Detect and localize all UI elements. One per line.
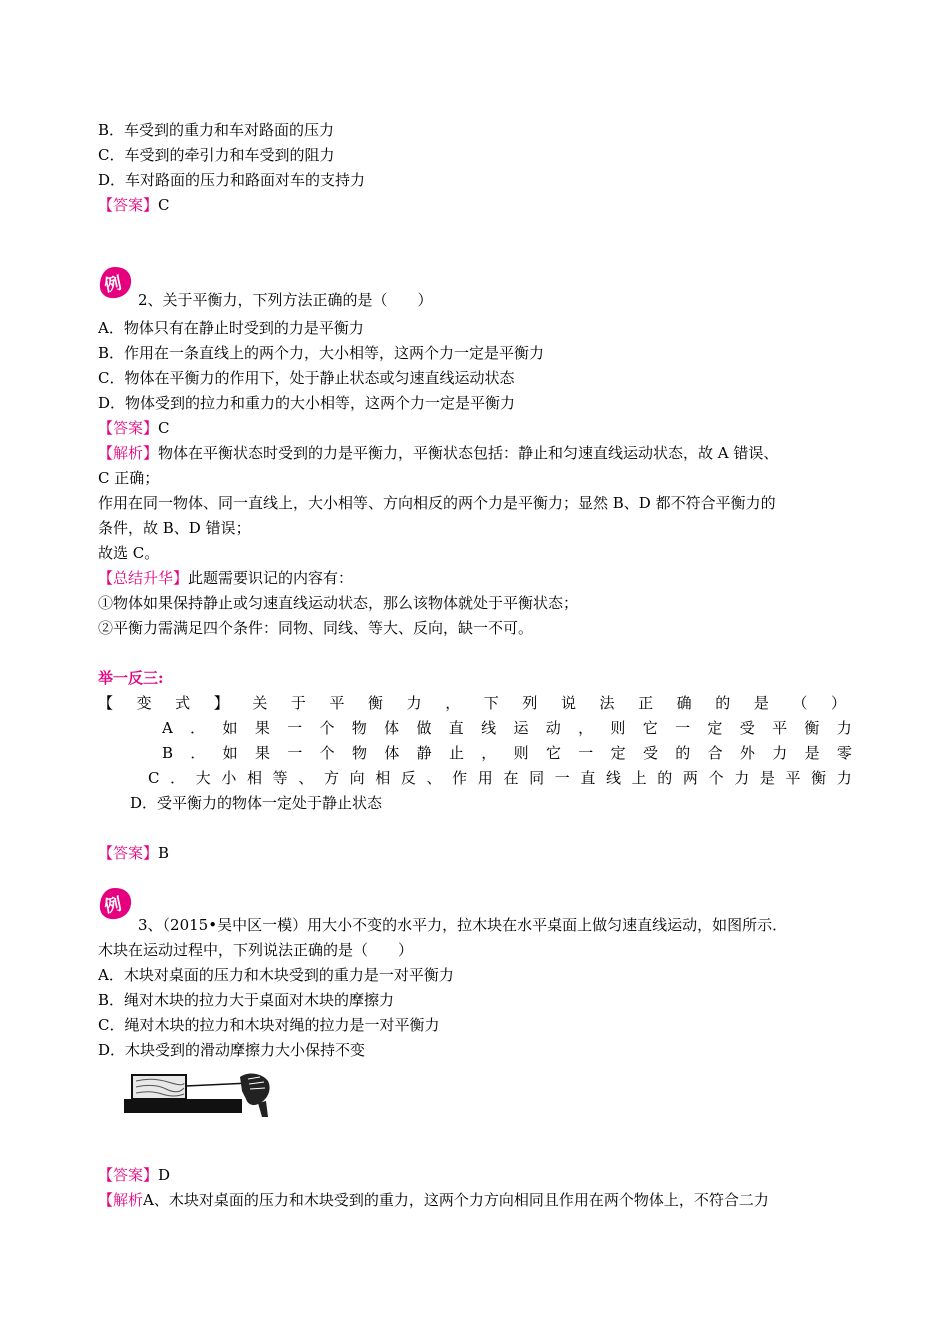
example-badge-icon <box>97 886 133 922</box>
spread-char: 定 <box>707 719 723 737</box>
spread-char: 一 <box>578 744 594 762</box>
q3-option-c: C．绳对木块的拉力和木块对绳的拉力是一对平衡力 <box>98 1016 440 1034</box>
spread-char: 物 <box>351 719 367 737</box>
spread-char: 个 <box>319 719 335 737</box>
spread-char: 做 <box>416 719 432 737</box>
spread-char: 衡 <box>804 719 820 737</box>
analysis-text: A、木块对桌面的压力和木块受到的重力，这两个力方向相同且作用在两个物体上，不符合二力 <box>143 1191 769 1209</box>
spread-char: 作 <box>452 769 468 787</box>
spread-char: 线 <box>481 719 497 737</box>
spread-char: 衡 <box>811 769 827 787</box>
spread-char: 物 <box>351 744 367 762</box>
spread-char: 定 <box>610 744 626 762</box>
spread-char: 】 <box>213 694 229 712</box>
spread-char: 变 <box>136 694 152 712</box>
spread-char: 【 <box>98 694 114 712</box>
answer-value: C <box>158 196 170 214</box>
q1-answer <box>98 195 170 215</box>
q3-option-b: B．绳对木块的拉力大于桌面对木块的摩擦力 <box>98 991 395 1009</box>
q3-stem-line-2: 木块在运动过程中，下列说法正确的是（ ） <box>98 941 414 959</box>
q2-option-a: A．物体只有在静止时受到的力是平衡力 <box>98 319 364 337</box>
spread-char: 止 <box>448 744 464 762</box>
spread-char: B <box>162 744 174 762</box>
example-badge-icon <box>97 265 133 301</box>
q3-stem-line-1: 3、（2015•吴中区一模）用大小不变的水平力，拉木块在水平桌面上做匀速直线运动，如图所示． <box>138 916 788 934</box>
spread-char: 反 <box>400 769 416 787</box>
spread-char: 相 <box>375 769 391 787</box>
spread-char: 力 <box>772 744 788 762</box>
spread-char: 受 <box>739 719 755 737</box>
spread-char: 一 <box>287 719 303 737</box>
example-badge-label: 例 <box>102 273 124 297</box>
spread-char: 正 <box>638 694 654 712</box>
q3-option-d: D．木块受到的滑动摩擦力大小保持不变 <box>98 1041 366 1059</box>
q2-summary-line-1: ①物体如果保持静止或匀速直线运动状态，那么该物体就处于平衡状态； <box>98 594 579 612</box>
q2-analysis-line-1 <box>98 443 778 463</box>
spread-char: 小 <box>221 769 237 787</box>
spread-char: 在 <box>503 769 519 787</box>
spread-char: 直 <box>448 719 464 737</box>
q1-option-c: C．车受到的牵引力和车受到的阻力 <box>98 146 335 164</box>
spread-char: 它 <box>642 719 658 737</box>
spread-char: 体 <box>384 744 400 762</box>
spread-char: 平 <box>785 769 801 787</box>
spread-char: 如 <box>222 719 238 737</box>
spread-char: 线 <box>606 769 622 787</box>
variant-option-d: D．受平衡力的物体一定处于静止状态 <box>130 794 383 812</box>
q2-option-c: C．物体在平衡力的作用下，处于静止状态或匀速直线运动状态 <box>98 369 515 387</box>
spread-char: 用 <box>477 769 493 787</box>
spread-char: ） <box>830 694 846 712</box>
spread-char: 个 <box>319 744 335 762</box>
spread-char: 、 <box>298 769 314 787</box>
spread-char: C <box>148 769 160 787</box>
spread-char: 果 <box>255 744 271 762</box>
spread-char: 式 <box>175 694 191 712</box>
q2-analysis-line-3: 作用在同一物体、同一直线上，大小相等、方向相反的两个力是平衡力；显然 B、D 都不符合平衡力的 <box>98 494 776 512</box>
spread-char: 于 <box>290 694 306 712</box>
spread-char: 一 <box>675 719 691 737</box>
answer-tag: 【答案】 <box>98 419 159 437</box>
analysis-tag: 【解析】 <box>98 444 159 462</box>
spread-char: 上 <box>631 769 647 787</box>
variant-option-c <box>148 768 852 788</box>
spread-char: 关 <box>252 694 268 712</box>
analysis-tag: 【解析 <box>98 1191 144 1209</box>
spread-char: 是 <box>804 744 820 762</box>
q3-analysis <box>98 1190 769 1210</box>
spread-char: 直 <box>580 769 596 787</box>
spread-char: 力 <box>836 719 852 737</box>
q1-option-b: B．车受到的重力和车对路面的压力 <box>98 121 335 139</box>
variant-option-a <box>162 718 852 738</box>
spread-char: 一 <box>554 769 570 787</box>
spread-char: 列 <box>522 694 538 712</box>
q2-stem: 2、关于平衡力，下列方法正确的是（ ） <box>138 291 433 309</box>
spread-char: （ <box>792 694 808 712</box>
q2-analysis-line-5: 故选 C。 <box>98 544 160 562</box>
q2-option-d: D．物体受到的拉力和重力的大小相等，这两个力一定是平衡力 <box>98 394 516 412</box>
spread-char: ， <box>481 744 497 762</box>
answer-value: C <box>158 419 170 437</box>
spread-char: A <box>162 719 173 737</box>
spread-char: 果 <box>254 719 270 737</box>
spread-char: ． <box>170 769 186 787</box>
spread-char: 外 <box>739 744 755 762</box>
variant-answer <box>98 843 169 863</box>
spread-char: 方 <box>323 769 339 787</box>
spread-char: 运 <box>513 719 529 737</box>
spread-char: 两 <box>682 769 698 787</box>
spread-char: 确 <box>676 694 692 712</box>
spread-char: ， <box>578 719 594 737</box>
q3-answer <box>98 1165 170 1185</box>
summary-intro: 此题需要识记的内容有： <box>188 569 354 587</box>
spread-char: 相 <box>247 769 263 787</box>
spread-char: 平 <box>772 719 788 737</box>
spread-char: 的 <box>715 694 731 712</box>
spread-char: 受 <box>642 744 658 762</box>
spread-char: 等 <box>272 769 288 787</box>
q2-summary-line-2: ②平衡力需满足四个条件：同物、同线、等大、反向，缺一不可。 <box>98 619 534 637</box>
spread-char: 则 <box>513 744 529 762</box>
q2-analysis-line-2: C 正确； <box>98 469 160 487</box>
q3-option-a: A．木块对桌面的压力和木块受到的重力是一对平衡力 <box>98 966 454 984</box>
answer-value: B <box>158 844 170 862</box>
answer-tag: 【答案】 <box>98 844 159 862</box>
variant-stem <box>98 693 846 713</box>
q1-option-d: D．车对路面的压力和路面对车的支持力 <box>98 171 366 189</box>
spread-char: 大 <box>195 769 211 787</box>
spread-char: 、 <box>426 769 442 787</box>
variant-option-b <box>162 743 852 763</box>
spread-char: 说 <box>560 694 576 712</box>
spread-char: ． <box>190 744 206 762</box>
spread-char: 力 <box>734 769 750 787</box>
summary-tag: 【总结升华】 <box>98 569 189 587</box>
spread-char: 它 <box>545 744 561 762</box>
spread-char: 合 <box>707 744 723 762</box>
spread-char: 法 <box>599 694 615 712</box>
spread-char: 力 <box>406 694 422 712</box>
q2-analysis-line-4: 条件，故 B、D 错误； <box>98 519 251 537</box>
spread-char: 一 <box>287 744 303 762</box>
spread-char: 下 <box>483 694 499 712</box>
spread-char: 零 <box>836 744 852 762</box>
answer-tag: 【答案】 <box>98 196 159 214</box>
spread-char: 力 <box>836 769 852 787</box>
spread-char: 体 <box>384 719 400 737</box>
answer-tag: 【答案】 <box>98 1166 159 1184</box>
q2-answer <box>98 418 170 438</box>
spread-char: 个 <box>708 769 724 787</box>
spread-char: 同 <box>529 769 545 787</box>
analysis-text: 物体在平衡状态时受到的力是平衡力，平衡状态包括：静止和匀速直线运动状态，故 A 错误、 <box>158 444 779 462</box>
spread-char: 是 <box>759 769 775 787</box>
spread-char: 平 <box>329 694 345 712</box>
spread-char: 向 <box>349 769 365 787</box>
answer-value: D <box>158 1166 171 1184</box>
spread-char: 则 <box>610 719 626 737</box>
spread-char: 的 <box>657 769 673 787</box>
spread-char: 如 <box>222 744 238 762</box>
block-pulled-by-hand-figure <box>122 1069 272 1121</box>
spread-char: 衡 <box>368 694 384 712</box>
spread-char: ． <box>190 719 206 737</box>
example-badge-label: 例 <box>102 894 124 918</box>
spread-char: 的 <box>675 744 691 762</box>
spread-char: ， <box>445 694 461 712</box>
q2-option-b: B．作用在一条直线上的两个力，大小相等，这两个力一定是平衡力 <box>98 344 545 362</box>
spread-char: 动 <box>545 719 561 737</box>
q2-summary <box>98 568 353 588</box>
spread-char: 是 <box>753 694 769 712</box>
spread-char: 静 <box>416 744 432 762</box>
variant-heading: 举一反三: <box>98 669 164 687</box>
